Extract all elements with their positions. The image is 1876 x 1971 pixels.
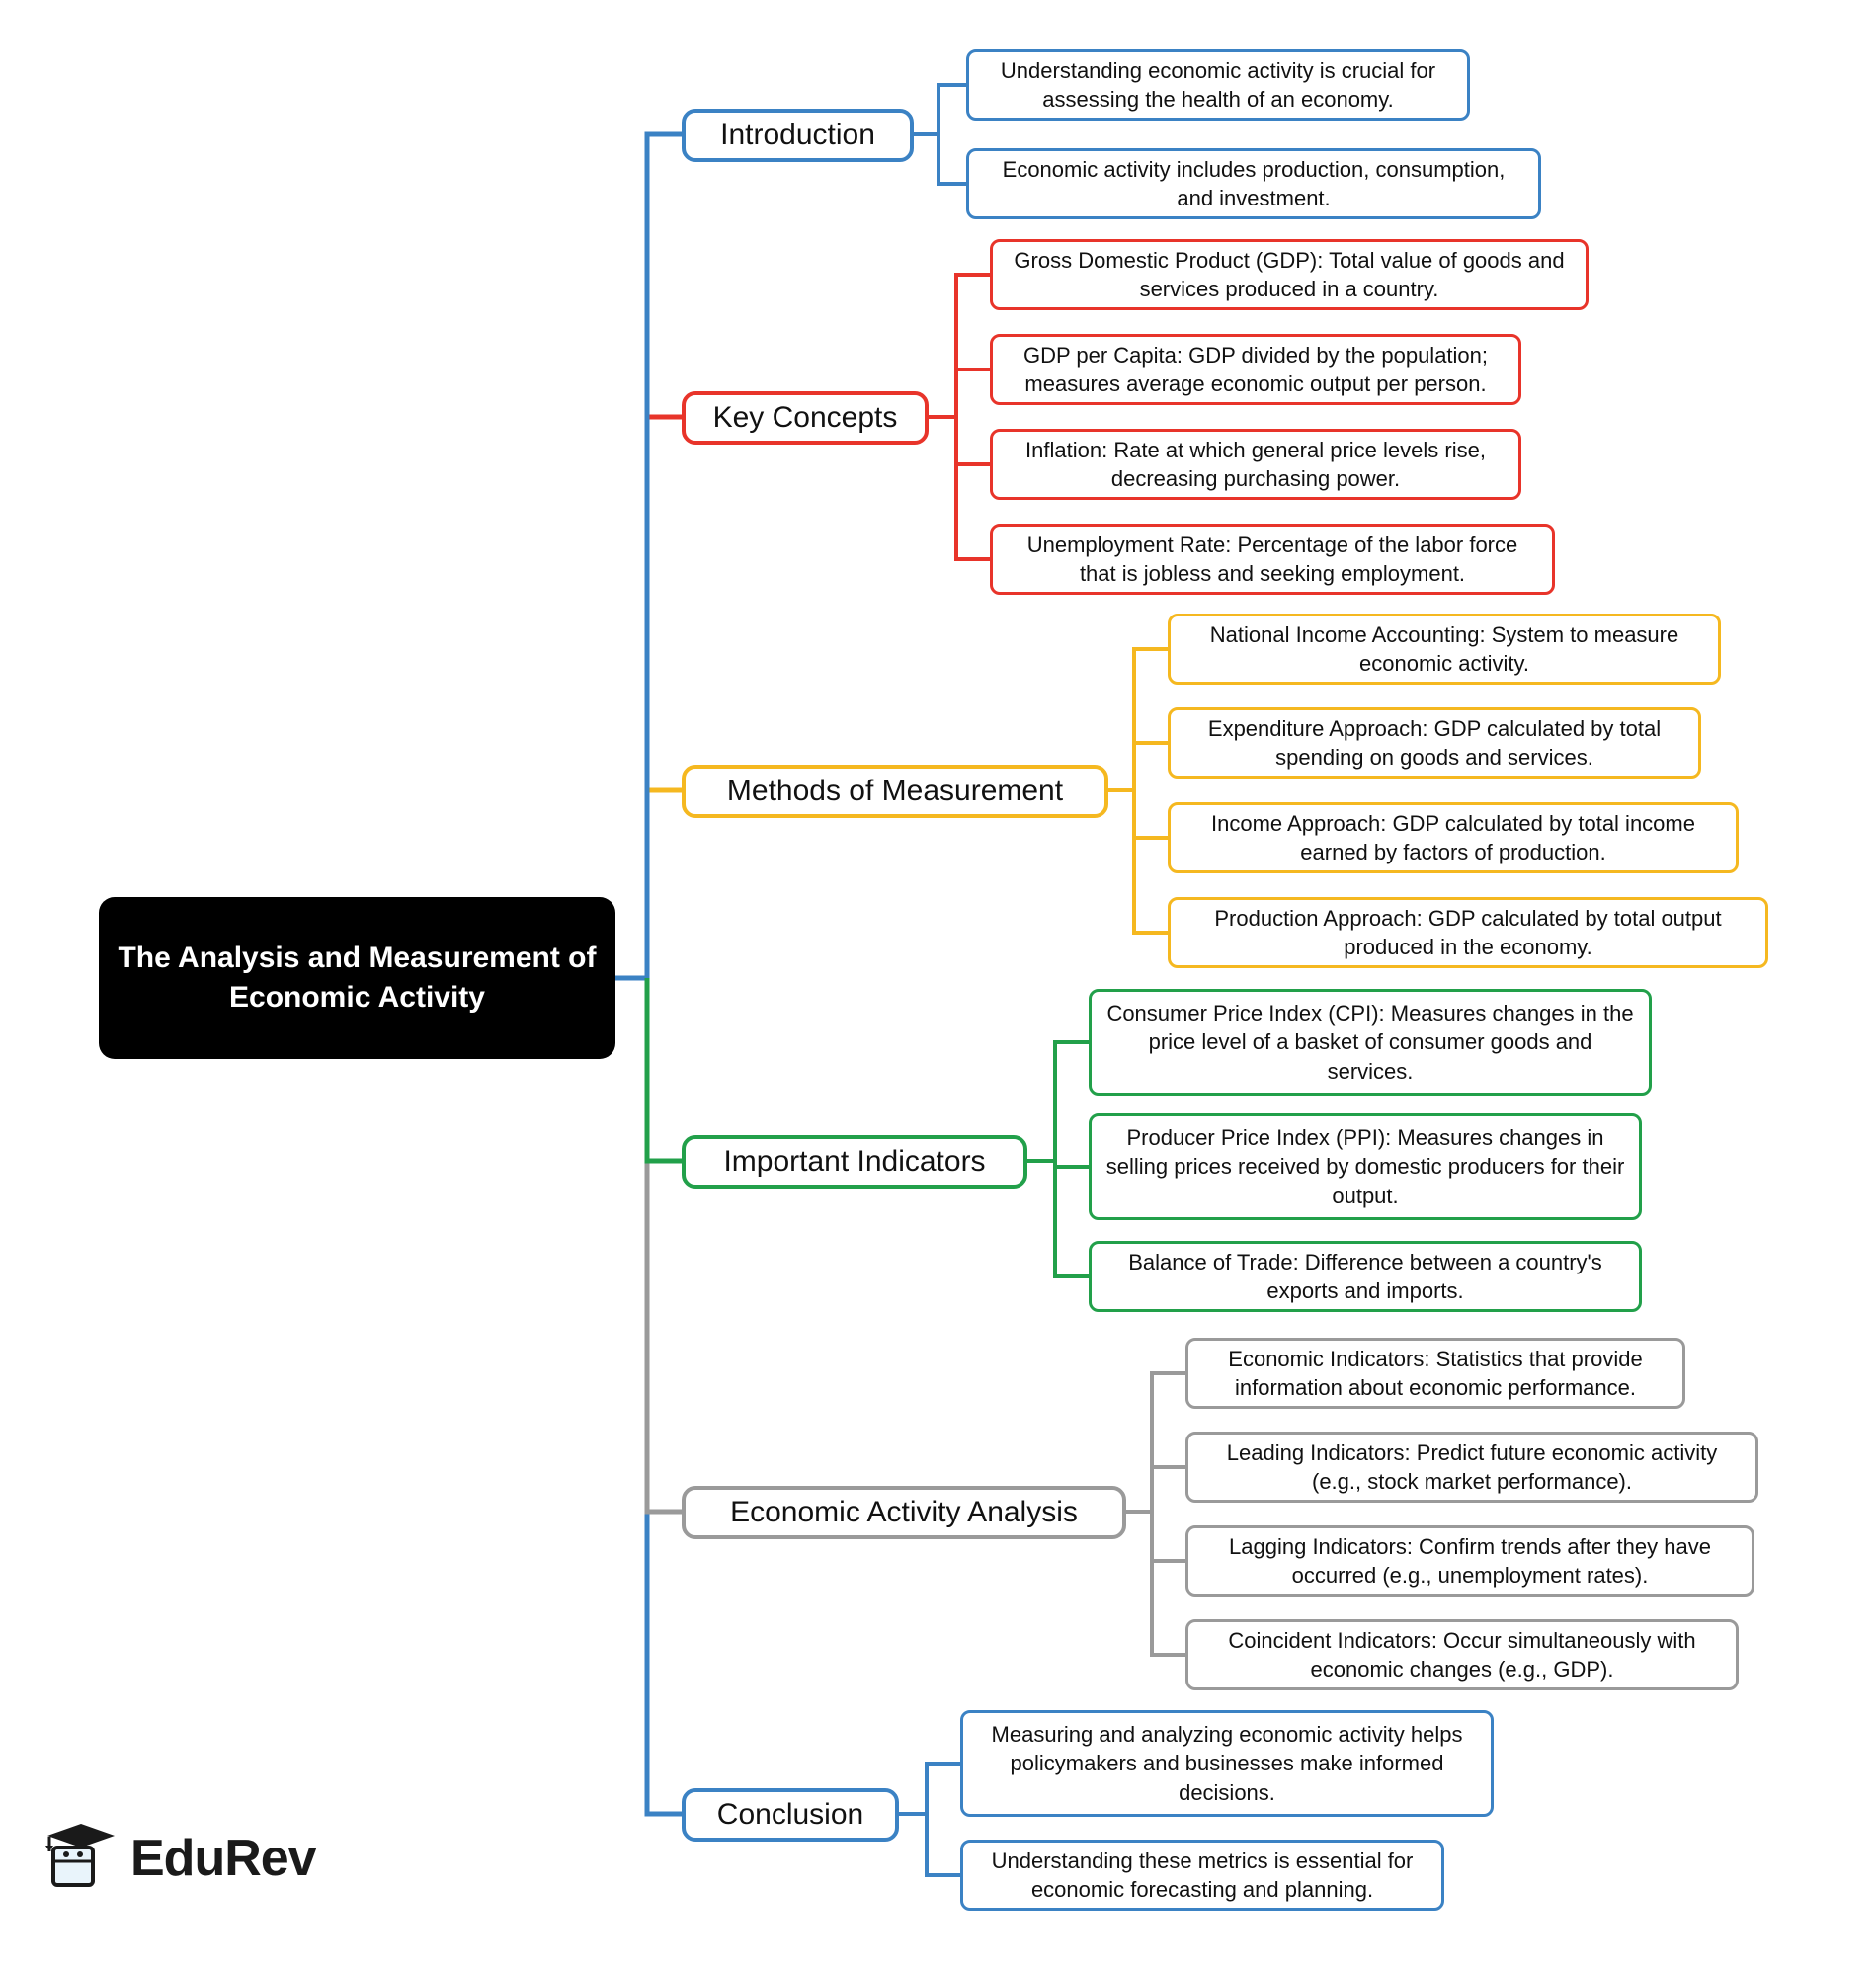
branch-node-key-concepts[interactable] [682, 391, 929, 445]
leaf-label: Understanding these metrics is essential for economic forecasting and planning. [991, 1848, 1414, 1902]
leaf-label: Lagging Indicators: Confirm trends after they have occurred (e.g., unemployment rates). [1229, 1533, 1711, 1588]
graduation-cap-icon [41, 1818, 117, 1898]
leaf-label: Economic Indicators: Statistics that provide information about economic performance. [1228, 1346, 1643, 1400]
leaf-node[interactable] [990, 524, 1555, 595]
leaf-node[interactable] [966, 49, 1470, 121]
edurev-logo [41, 1818, 316, 1898]
leaf-label: Economic activity includes production, consumption, and investment. [1002, 156, 1506, 210]
leaf-label: GDP per Capita: GDP divided by the population; measures average economic output per person. [1022, 342, 1489, 396]
leaf-label: Leading Indicators: Predict future economic activity (e.g., stock market performance). [1226, 1439, 1718, 1494]
leaf-node[interactable] [1185, 1338, 1685, 1409]
branch-node-important-indicators[interactable] [682, 1135, 1027, 1189]
branch-label: Important Indicators [723, 1145, 986, 1179]
leaf-label: Inflation: Rate at which general price levels rise, decreasing purchasing power. [1025, 437, 1486, 491]
leaf-node[interactable] [1168, 707, 1701, 779]
branch-label: Economic Activity Analysis [730, 1496, 1078, 1529]
branch-label: Methods of Measurement [726, 775, 1064, 808]
branch-label: Introduction [720, 119, 875, 152]
branch-node-introduction[interactable] [682, 109, 914, 162]
leaf-node[interactable] [1168, 802, 1739, 873]
branch-node-conclusion[interactable] [682, 1788, 899, 1842]
leaf-label: Coincident Indicators: Occur simultaneously with economic changes (e.g., GDP). [1228, 1627, 1696, 1682]
leaf-node[interactable] [1185, 1525, 1754, 1597]
leaf-label: Expenditure Approach: GDP calculated by total spending on goods and services. [1207, 715, 1662, 770]
leaf-node[interactable] [1185, 1619, 1739, 1690]
leaf-node[interactable] [960, 1710, 1494, 1817]
leaf-node[interactable] [990, 334, 1521, 405]
root-node[interactable] [99, 897, 615, 1059]
leaf-label: Producer Price Index (PPI): Measures changes in selling prices received by domestic producers for their output. [1105, 1125, 1625, 1208]
leaf-label: Gross Domestic Product (GDP): Total value of goods and services produced in a country. [1014, 247, 1565, 301]
root-label: The Analysis and Measurement of Economic Activity [118, 942, 597, 1014]
leaf-node[interactable] [1168, 897, 1768, 968]
branch-node-economic-activity-analysis[interactable] [682, 1486, 1126, 1539]
leaf-node[interactable] [1185, 1432, 1758, 1503]
branch-node-methods-of-measurement[interactable] [682, 765, 1108, 818]
leaf-label: National Income Accounting: System to measure economic activity. [1209, 621, 1679, 676]
leaf-node[interactable] [1168, 614, 1721, 685]
leaf-label: Consumer Price Index (CPI): Measures changes in the price level of a basket of consumer goods and services. [1106, 1001, 1634, 1084]
edurev-wordmark: EduRev [130, 1829, 316, 1887]
leaf-node[interactable] [1089, 989, 1652, 1096]
branch-label: Conclusion [716, 1798, 864, 1832]
leaf-node[interactable] [990, 239, 1589, 310]
leaf-node[interactable] [990, 429, 1521, 500]
leaf-label: Income Approach: GDP calculated by total income earned by factors of production. [1211, 810, 1695, 864]
leaf-label: Measuring and analyzing economic activity helps policymakers and businesses make informed decisions. [991, 1722, 1463, 1805]
leaf-label: Unemployment Rate: Percentage of the labor force that is jobless and seeking employment. [1026, 532, 1518, 586]
leaf-label: Balance of Trade: Difference between a country's exports and imports. [1128, 1249, 1602, 1303]
leaf-node[interactable] [966, 148, 1541, 219]
leaf-label: Production Approach: GDP calculated by total output produced in the economy. [1214, 905, 1722, 959]
leaf-label: Understanding economic activity is crucial for assessing the health of an economy. [1000, 57, 1436, 112]
leaf-node[interactable] [1089, 1241, 1642, 1312]
leaf-node[interactable] [960, 1840, 1444, 1911]
leaf-node[interactable] [1089, 1113, 1642, 1220]
branch-label: Key Concepts [712, 401, 898, 435]
